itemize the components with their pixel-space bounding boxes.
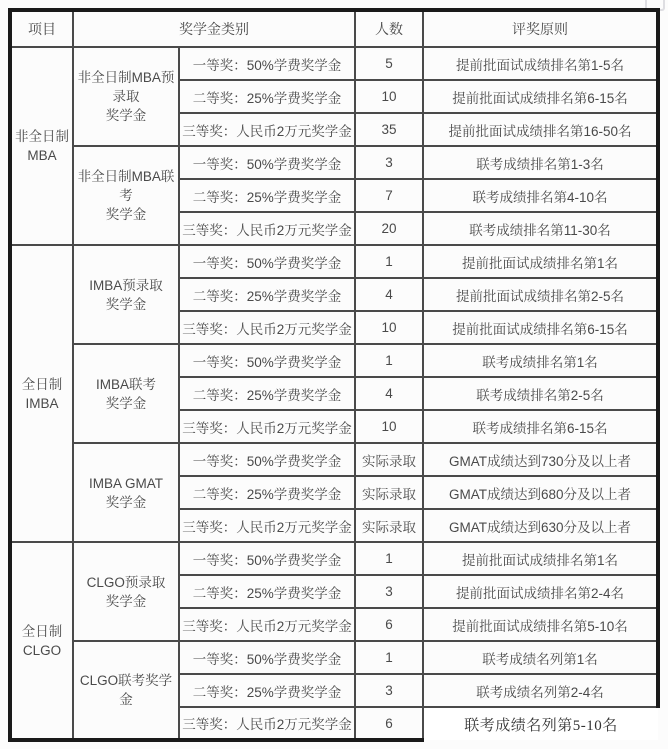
- count-cell: 10: [355, 311, 423, 344]
- count-cell: 5: [355, 47, 423, 80]
- count-cell: 10: [355, 410, 423, 443]
- scholarship-table: [8, 8, 660, 742]
- count-cell: 3: [355, 575, 423, 608]
- award-cell: 一等奖：50%学费奖学金: [179, 641, 355, 674]
- award-cell: 一等奖：50%学费奖学金: [179, 443, 355, 476]
- principle-cell: 提前批面试成绩排名第5-10名: [423, 608, 658, 641]
- count-cell: 6: [355, 608, 423, 641]
- count-cell: 7: [355, 179, 423, 212]
- table-row: [10, 542, 658, 575]
- count-cell: 20: [355, 212, 423, 245]
- count-cell: 10: [355, 80, 423, 113]
- principle-cell: 联考成绩名列第1名: [423, 641, 658, 674]
- principle-cell: GMAT成绩达到630分及以上者: [423, 509, 658, 542]
- principle-cell: 提前批面试成绩排名第6-15名: [423, 80, 658, 113]
- count-cell: 35: [355, 113, 423, 146]
- count-cell: 实际录取: [355, 443, 423, 476]
- category-cell: IMBA GMAT 奖学金: [73, 443, 179, 542]
- count-cell: 1: [355, 641, 423, 674]
- table-row: [10, 344, 658, 377]
- award-cell: 一等奖：50%学费奖学金: [179, 542, 355, 575]
- principle-cell: 联考成绩排名第6-15名: [423, 410, 658, 443]
- category-cell: CLGO联考奖学金: [73, 641, 179, 740]
- award-cell: 三等奖：人民币2万元奖学金: [179, 410, 355, 443]
- award-cell: 三等奖：人民币2万元奖学金: [179, 311, 355, 344]
- header-category: 奖学金类别: [73, 10, 355, 47]
- count-cell: 3: [355, 674, 423, 707]
- award-cell: 二等奖：25%学费奖学金: [179, 377, 355, 410]
- principle-cell: 提前批面试成绩排名第2-5名: [423, 278, 658, 311]
- principle-cell: 提前批面试成绩排名第2-4名: [423, 575, 658, 608]
- principle-cell: 提前批面试成绩排名第16-50名: [423, 113, 658, 146]
- award-cell: 二等奖：25%学费奖学金: [179, 674, 355, 707]
- award-cell: 三等奖：人民币2万元奖学金: [179, 608, 355, 641]
- header-principle: 评奖原则: [423, 10, 658, 47]
- count-cell: 6: [355, 707, 423, 740]
- table-row: [10, 146, 658, 179]
- count-cell: 4: [355, 377, 423, 410]
- award-cell: 三等奖：人民币2万元奖学金: [179, 113, 355, 146]
- count-cell: 1: [355, 344, 423, 377]
- principle-cell: 联考成绩排名第1-3名: [423, 146, 658, 179]
- award-cell: 一等奖：50%学费奖学金: [179, 47, 355, 80]
- principle-cell: 提前批面试成绩排名第6-15名: [423, 311, 658, 344]
- count-cell: 4: [355, 278, 423, 311]
- project-cell: 全日制 IMBA: [10, 245, 73, 542]
- award-cell: 二等奖：25%学费奖学金: [179, 179, 355, 212]
- principle-cell: 提前批面试成绩排名第1-5名: [423, 47, 658, 80]
- award-cell: 三等奖：人民币2万元奖学金: [179, 509, 355, 542]
- principle-cell: 联考成绩名列第2-4名: [423, 674, 658, 707]
- table-row: [10, 47, 658, 80]
- award-cell: 二等奖：25%学费奖学金: [179, 575, 355, 608]
- header-count: 人数: [355, 10, 423, 47]
- count-cell: 1: [355, 245, 423, 278]
- project-cell: 全日制 CLGO: [10, 542, 73, 740]
- category-cell: IMBA联考 奖学金: [73, 344, 179, 443]
- count-cell: 1: [355, 542, 423, 575]
- award-cell: 一等奖：50%学费奖学金: [179, 245, 355, 278]
- principle-cell: 提前批面试成绩排名第1名: [423, 542, 658, 575]
- table-row: [10, 245, 658, 278]
- principle-cell: 联考成绩排名第1名: [423, 344, 658, 377]
- principle-cell: GMAT成绩达到680分及以上者: [423, 476, 658, 509]
- award-cell: 三等奖：人民币2万元奖学金: [179, 212, 355, 245]
- principle-cell: 联考成绩排名第11-30名: [423, 212, 658, 245]
- award-cell: 一等奖：50%学费奖学金: [179, 146, 355, 179]
- table-row: [10, 641, 658, 674]
- category-cell: 非全日制MBA预 录取 奖学金: [73, 47, 179, 146]
- count-cell: 实际录取: [355, 476, 423, 509]
- award-cell: 二等奖：25%学费奖学金: [179, 278, 355, 311]
- award-cell: 三等奖：人民币2万元奖学金: [179, 707, 355, 740]
- principle-cell: 联考成绩排名第4-10名: [423, 179, 658, 212]
- count-cell: 3: [355, 146, 423, 179]
- award-cell: 一等奖：50%学费奖学金: [179, 344, 355, 377]
- category-cell: CLGO预录取 奖学金: [73, 542, 179, 641]
- principle-cell: 提前批面试成绩排名第1名: [423, 245, 658, 278]
- principle-cell: GMAT成绩达到730分及以上者: [423, 443, 658, 476]
- award-cell: 二等奖：25%学费奖学金: [179, 80, 355, 113]
- award-cell: 二等奖：25%学费奖学金: [179, 476, 355, 509]
- scholarship-table-container: [8, 8, 660, 742]
- count-cell: 实际录取: [355, 509, 423, 542]
- category-cell: IMBA预录取 奖学金: [73, 245, 179, 344]
- principle-cell: 联考成绩名列第5-10名: [423, 707, 658, 740]
- category-cell: 非全日制MBA联 考 奖学金: [73, 146, 179, 245]
- header-row: [10, 10, 658, 47]
- scholarship-table-body: [10, 47, 658, 740]
- project-cell: 非全日制 MBA: [10, 47, 73, 245]
- table-row: [10, 443, 658, 476]
- header-project: 项目: [10, 10, 73, 47]
- principle-cell: 联考成绩排名第2-5名: [423, 377, 658, 410]
